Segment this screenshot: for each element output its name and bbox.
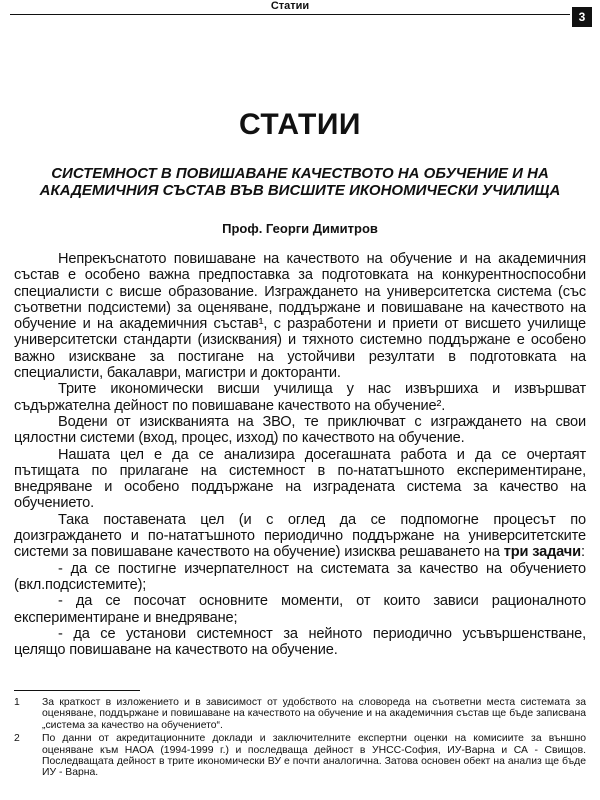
running-header — [10, 0, 570, 15]
emphasized-three-tasks: три задачи — [503, 544, 581, 561]
footnote-divider — [14, 690, 140, 691]
footnote-number: 1 — [14, 697, 20, 708]
footnote-item — [14, 697, 586, 731]
footnote-text: По данни от акредитационните доклади и заключителните експертни оценки на комисиите за външно оценяване към НАОА (1994-1999 г.) и последваща дейност в УНСС-София, ИУ-Варна и СА - Свищов. Последващата дейност в трите икономически ВУ е почти аналогична. Затова основен обект на анализ ще бъде ИУ - Варна. — [42, 733, 586, 779]
bullet-item-2: - да се посочат основните моменти, от които зависи рационалното експериментиране и внедряване; — [14, 593, 586, 626]
body-paragraph-4: Нашата цел е да се анализира досегашната работа и да се очертаят пътищата по прилагане на системност в по-нататъшното експериментиране, внедряване и особено поддържане на изградената система за качество на обучението. — [14, 446, 586, 512]
page-number: 3 — [572, 7, 592, 27]
article-title: СИСТЕМНОСТ В ПОВИШАВАНЕ КАЧЕСТВОТО НА ОБУЧЕНИЕ И НА АКАДЕМИЧНИЯ СЪСТАВ ВЪВ ВИСШИТЕ ИКОНОМИЧЕСКИ УЧИЛИЩА — [39, 165, 561, 199]
footnote-item — [14, 733, 586, 779]
footnote-number: 2 — [14, 733, 20, 745]
running-title: Статии — [270, 0, 310, 12]
body-paragraph-3: Водени от изискванията на ЗВО, те приключват с изграждането на свои цялостни системи (вход, процес, изход) по качеството на обучение. — [14, 413, 586, 447]
footnotes — [14, 697, 586, 781]
article-body — [14, 251, 586, 658]
author-name: Проф. Георги Димитров — [222, 221, 378, 236]
section-title: СТАТИИ — [239, 108, 361, 141]
body-paragraph-2: Трите икономически висши училища у нас извършиха и извършват съдържателна дейност по повишаване качеството на обучение². — [14, 381, 586, 414]
footnote-text: За краткост в изложението и в зависимост от удобството на словореда на съответни места системата за оценяване, поддържане и повишаване на качеството на обучение и на академичния състав ще бъде записвана „система за качество на обучението“. — [42, 697, 586, 731]
body-paragraph-5 — [14, 512, 586, 561]
paragraph-5-start: Така поставената цел (и с оглед да се подпомогне процесът по доизграждането и по-нататъшното периодично поддържане на университетските системи за повишаване качеството на обучение) изисква решаването на — [14, 511, 586, 561]
body-paragraph-1: Непрекъснатото повишаване на качеството на обучение и на академичния състав е особено важна предпоставка за подготовката на конкурентноспособни специалисти с висше образование. Изграждането на университетска система (със съответни подсистеми) за оценяване, поддържане и повишаване на качеството на обучение и на академичния състав¹, с разработени и приети от висшето училище университетски стандарти (изисквания) и тяхното системно поддържане е особено важно изискване за постигане на устойчиви резултати в подготовката на специалисти, бакалаври, магистри и докторанти. — [14, 251, 586, 382]
paragraph-5-end: : — [580, 544, 585, 561]
bullet-item-3: - да се установи системност за нейното периодично усъвършенстване, целящо повишаване на качеството на обучение. — [14, 625, 586, 659]
bullet-item-1: - да се постигне изчерпателност на системата за качество на обучението (вкл.подсистемите); — [14, 560, 586, 593]
